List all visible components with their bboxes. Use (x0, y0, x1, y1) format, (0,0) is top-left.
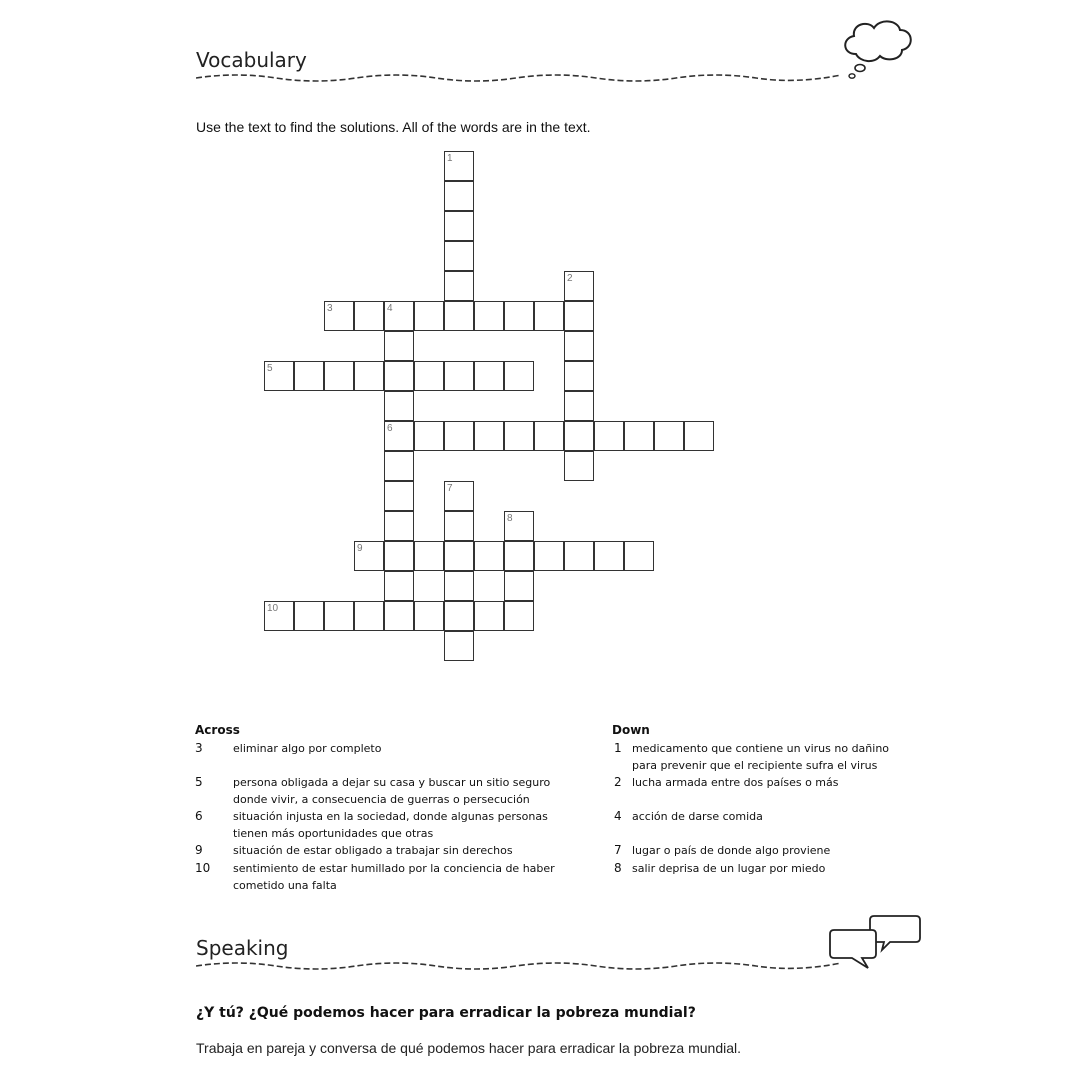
crossword-cell[interactable] (534, 541, 564, 571)
crossword-cell[interactable] (384, 511, 414, 541)
crossword-cell[interactable] (384, 601, 414, 631)
crossword-cell[interactable] (324, 361, 354, 391)
speech-bubbles-icon (828, 912, 924, 974)
clue-text-line2: para prevenir que el recipiente sufra el virus (632, 759, 878, 772)
crossword-cell[interactable] (444, 361, 474, 391)
crossword-cell[interactable] (564, 541, 594, 571)
cell-number: 7 (447, 483, 453, 494)
crossword-cell[interactable] (444, 481, 474, 511)
crossword-cell[interactable] (384, 391, 414, 421)
clue-text: lugar o país de donde algo proviene (632, 844, 831, 857)
crossword-cell[interactable] (444, 511, 474, 541)
crossword-cell[interactable] (414, 361, 444, 391)
crossword-cell[interactable] (534, 421, 564, 451)
cell-number: 6 (387, 423, 393, 434)
crossword-cell[interactable] (294, 361, 324, 391)
crossword-cell[interactable] (624, 421, 654, 451)
crossword-cell[interactable] (504, 361, 534, 391)
cell-number: 10 (267, 603, 279, 614)
crossword-cell[interactable] (444, 241, 474, 271)
crossword-cell[interactable] (564, 301, 594, 331)
crossword-cell[interactable] (504, 511, 534, 541)
clue-text: situación injusta en la sociedad, donde algunas personas (233, 810, 548, 823)
clue-text: salir deprisa de un lugar por miedo (632, 862, 826, 875)
clue-number: 3 (195, 741, 203, 755)
speaking-wavy-divider (196, 958, 846, 978)
cell-number: 3 (327, 303, 333, 314)
crossword-cell[interactable] (624, 541, 654, 571)
crossword-cell[interactable] (474, 601, 504, 631)
clue-text: medicamento que contiene un virus no dañino (632, 742, 890, 755)
clue-text: acción de darse comida (632, 810, 763, 823)
clue-number: 6 (195, 809, 203, 823)
cell-number: 9 (357, 543, 363, 554)
crossword-cell[interactable] (564, 271, 594, 301)
speaking-title: Speaking (196, 936, 289, 960)
crossword-cell[interactable] (384, 421, 414, 451)
vocabulary-title: Vocabulary (196, 48, 307, 72)
crossword-cell[interactable] (384, 541, 414, 571)
crossword-cell[interactable] (354, 601, 384, 631)
crossword-cell[interactable] (354, 541, 384, 571)
clue-text: situación de estar obligado a trabajar sin derechos (233, 844, 513, 857)
crossword-cell[interactable] (384, 361, 414, 391)
crossword-cell[interactable] (504, 301, 534, 331)
cell-number: 5 (267, 363, 273, 374)
crossword-cell[interactable] (594, 421, 624, 451)
clue-text-line2: cometido una falta (233, 879, 337, 892)
crossword-cell[interactable] (384, 331, 414, 361)
crossword-cell[interactable] (264, 361, 294, 391)
crossword-cell[interactable] (384, 481, 414, 511)
clue-number: 5 (195, 775, 203, 789)
crossword-cell[interactable] (534, 301, 564, 331)
speaking-instructions: Trabaja en pareja y conversa de qué podemos hacer para erradicar la pobreza mundial. (196, 1040, 742, 1056)
crossword-cell[interactable] (564, 451, 594, 481)
crossword-cell[interactable] (474, 421, 504, 451)
crossword-cell[interactable] (414, 421, 444, 451)
clue-number: 4 (614, 809, 622, 823)
crossword-cell[interactable] (654, 421, 684, 451)
crossword-cell[interactable] (354, 301, 384, 331)
crossword-cell[interactable] (444, 181, 474, 211)
crossword-cell[interactable] (444, 541, 474, 571)
crossword-cell[interactable] (384, 451, 414, 481)
crossword-cell[interactable] (444, 301, 474, 331)
clue-text: eliminar algo por completo (233, 742, 382, 755)
crossword-cell[interactable] (444, 421, 474, 451)
crossword-cell[interactable] (444, 271, 474, 301)
crossword-cell[interactable] (684, 421, 714, 451)
crossword-cell[interactable] (504, 571, 534, 601)
across-heading: Across (195, 723, 240, 737)
clue-text-line2: donde vivir, a consecuencia de guerras o persecución (233, 793, 530, 806)
crossword-cell[interactable] (414, 301, 444, 331)
cell-number: 8 (507, 513, 513, 524)
crossword-cell[interactable] (504, 541, 534, 571)
crossword-cell[interactable] (324, 601, 354, 631)
crossword-cell[interactable] (504, 421, 534, 451)
crossword-cell[interactable] (264, 601, 294, 631)
crossword-cell[interactable] (444, 211, 474, 241)
clue-text: lucha armada entre dos países o más (632, 776, 839, 789)
crossword-cell[interactable] (384, 301, 414, 331)
crossword-cell[interactable] (294, 601, 324, 631)
crossword-cell[interactable] (474, 361, 504, 391)
crossword-cell[interactable] (564, 361, 594, 391)
crossword-cell[interactable] (474, 301, 504, 331)
crossword-cell[interactable] (324, 301, 354, 331)
clue-number: 10 (195, 861, 211, 875)
crossword-cell[interactable] (474, 541, 504, 571)
crossword-cell[interactable] (564, 421, 594, 451)
cell-number: 2 (567, 273, 573, 284)
clue-number: 7 (614, 843, 622, 857)
clue-text: persona obligada a dejar su casa y buscar un sitio seguro (233, 776, 551, 789)
clue-number: 8 (614, 861, 622, 875)
crossword-cell[interactable] (594, 541, 624, 571)
crossword-cell[interactable] (564, 391, 594, 421)
clue-number: 2 (614, 775, 622, 789)
crossword-cell[interactable] (354, 361, 384, 391)
crossword-cell[interactable] (444, 151, 474, 181)
crossword-cell[interactable] (444, 571, 474, 601)
crossword-cell[interactable] (504, 601, 534, 631)
speaking-question: ¿Y tú? ¿Qué podemos hacer para erradicar la pobreza mundial? (196, 1005, 696, 1021)
clue-text: sentimiento de estar humillado por la conciencia de haber (233, 862, 555, 875)
crossword-cell[interactable] (564, 331, 594, 361)
down-heading: Down (612, 723, 650, 737)
vocabulary-instructions: Use the text to find the solutions. All of the words are in the text. (196, 119, 591, 135)
crossword-cell[interactable] (414, 541, 444, 571)
cell-number: 4 (387, 303, 393, 314)
cell-number: 1 (447, 153, 453, 164)
clue-number: 1 (614, 741, 622, 755)
clue-text-line2: tienen más oportunidades que otras (233, 827, 434, 840)
crossword-cell[interactable] (414, 601, 444, 631)
crossword-cell[interactable] (444, 601, 474, 631)
crossword-cell[interactable] (444, 631, 474, 661)
crossword-cell[interactable] (384, 571, 414, 601)
clue-number: 9 (195, 843, 203, 857)
